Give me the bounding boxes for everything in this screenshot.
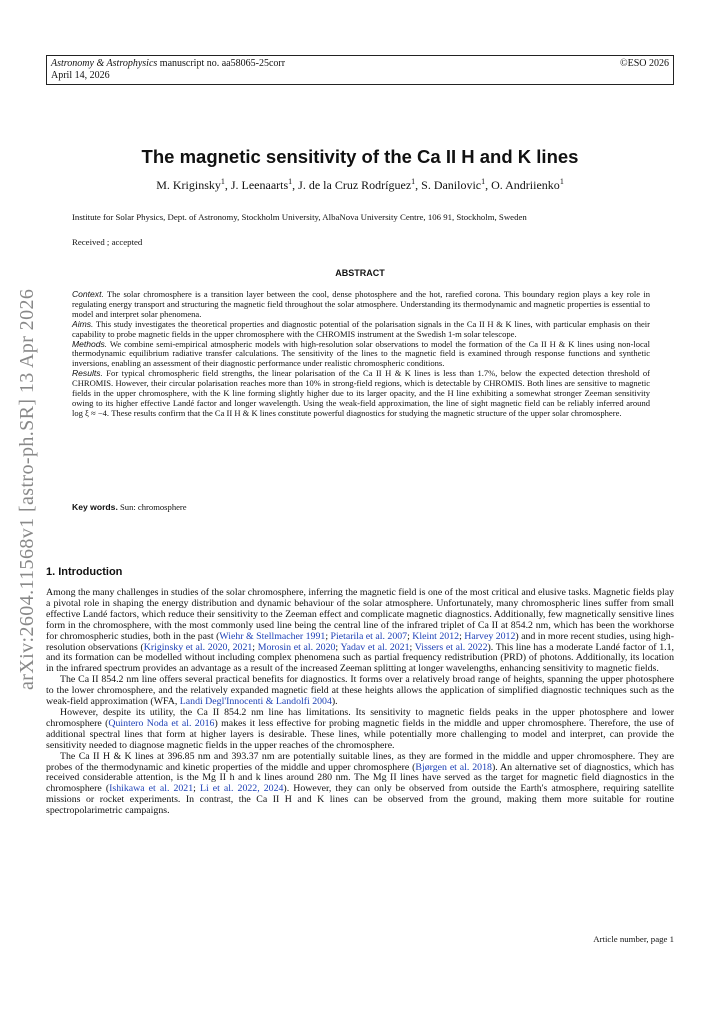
journal-name: Astronomy & Astrophysics <box>51 58 158 69</box>
citation-link[interactable]: Li et al. 2022, 2024 <box>199 783 284 795</box>
abstract-context: Context. The solar chromosphere is a transition layer between the cool, dense photosphere and the hot, rarefied corona. This boundary region plays a key role in regulating energy transport and structuring the magnetic field throughout the solar atmosphere. Understanding its thermodynamic and magnetic properties is essential to model and interpret solar phenomena. <box>72 289 650 319</box>
journal-line <box>51 58 669 70</box>
citation-link[interactable]: Vissers et al. 2022 <box>414 641 488 653</box>
section-heading: 1. Introduction <box>46 566 123 578</box>
copyright: ©ESO 2026 <box>620 58 669 69</box>
paragraph: The Ca II H & K lines at 396.85 nm and 393.37 nm are potentially suitable lines, as they are formed in the middle and upper chromosphere. They are probes of the thermodynamic and kinetic properties of the middle and upper chromosphere (Bjørgen et al. 2018). An alternative set of diagnostics, which has received considerable attention, is the Mg II h and k lines around 280 nm. The Mg II lines have served as the target for magnetic field diagnostics in the chromosphere (Ishikawa et al. 2021; Li et al. 2022, 2024). However, they can only be observed from outside the Earth's atmosphere, requiring satellite missions or rocket experiments. In contrast, the Ca II H and K lines can be observed from the ground, making them more suitable for routine spectropolarimetric campaigns. <box>46 750 674 817</box>
author: J. de la Cruz Rodríguez$^1$ <box>298 177 416 192</box>
abstract-aims: Aims. This study investigates the theoretical properties and diagnostic potential of the polarisation signals in the Ca II H & K lines, with particular emphasis on their capability to probe magnetic fields in the upper chromosphere with the CHROMIS instrument at the Swedish 1-m solar telescope. <box>72 318 650 339</box>
author: S. Danilovic$^1$ <box>421 177 486 192</box>
citation-link[interactable]: Quintero Noda et al. 2016 <box>108 717 215 729</box>
abstract-results: Results. For typical chromospheric field strengths, the linear polarisation of the Ca II H & K lines is less than 1.7%, below the expected detection threshold of CHROMIS. However, their circular polarisation reaches more than 10% in strong-field regions, which is detectable by CHROMIS. Both lines are sensitive to magnetic fields in the upper chromosphere, with the K line forming slightly higher due to its larger opacity, and the H line exhibiting a somewhat stronger Zeeman sensitivity owing to its higher effective Landé factor and longer wavelength. Using the weak-field approximation, the line of sight magnetic field can be reliably inferred around log ξ ≈ −4. These results confirm that the Ca II H & K lines constitute powerful diagnostics for studying the magnetic structure of the upper solar chromosphere. <box>72 368 650 418</box>
citation-link[interactable]: Landi Degl'Innocenti & Landolfi 2004 <box>179 696 332 708</box>
page-footer: Article number, page 1 <box>593 934 674 944</box>
affiliation: Institute for Solar Physics, Dept. of Astronomy, Stockholm University, AlbaNova University Centre, 106 91, Stockholm, Sweden <box>72 212 527 222</box>
arxiv-stamp: arXiv:2604.11568v1 [astro-ph.SR] 13 Apr 2026 <box>16 288 38 690</box>
citation-link[interactable]: Harvey 2012 <box>464 630 516 642</box>
citation-link[interactable]: Ishikawa et al. 2021 <box>109 783 194 795</box>
manuscript-header <box>46 55 674 85</box>
abstract-methods: Methods. We combine semi-empirical atmospheric models with high-resolution solar observations to model the formation of the Ca II H & K lines using non-local thermodynamic equilibrium radiative transfer calculations. The sensitivity of the lines to the magnetic field is examined through response functions and synthetic inversions, enabling an assessment of their diagnostic performance under realistic chromospheric conditions. <box>72 338 650 369</box>
citation-link[interactable]: Bjørgen et al. 2018 <box>415 761 492 773</box>
author: M. Kriginsky$^1$ <box>156 177 225 192</box>
citation-link[interactable]: Wiehr & Stellmacher 1991 <box>219 630 326 642</box>
received-line: Received ; accepted <box>72 237 143 247</box>
keywords: Key words. Sun: chromosphere <box>72 502 187 512</box>
author-list: M. Kriginsky$^1$, J. Leenaarts$^1$, J. de la Cruz Rodríguez$^1$, S. Danilovic$^1$, O. Andriienko$^1$ <box>156 177 564 192</box>
abstract <box>72 290 650 419</box>
paragraph: The Ca II 854.2 nm line offers several practical benefits for diagnostics. It forms over a relatively broad range of heights, spanning the upper photosphere to the lower chromosphere, and the relatively expanded magnetic field at these heights allows the application of simplified diagnostic techniques such as the weak-field approximation (WFA, Landi Degl'Innocenti & Landolfi 2004). <box>46 674 674 708</box>
body-text <box>46 588 674 817</box>
manuscript-number: manuscript no. aa58065-25corr <box>157 58 286 69</box>
author: J. Leenaarts$^1$ <box>230 177 293 192</box>
paragraph: Among the many challenges in studies of the solar chromosphere, inferring the magnetic field is one of the most critical and elusive tasks. Magnetic fields play a pivotal role in shaping the energy distribution and dynamic behaviour of the solar atmosphere. Unfortunately, many chromospheric lines suffer from small effective Landé factors, which reduce their sensitivity to the Zeeman effect and complicate magnetic diagnostics. Additionally, few magnetically sensitive lines form in the chromosphere, with the most commonly used line being the central line of the infrared triplet of Ca II at 854.2 nm, which has been the workhorse for chromospheric studies, both in the past (Wiehr & Stellmacher 1991; Pietarila et al. 2007; Kleint 2012; Harvey 2012) and in more recent studies, using high-resolution observations (Kriginsky et al. 2020, 2021; Morosin et al. 2020; Yadav et al. 2021; Vissers et al. 2022). This line has a moderate Landé factor of 1.1, and its formation can be modelled without including complex phenomena such as partial frequency redistribution (PRD) of photons. Additionally, its location in the infrared spectrum provides an advantage as a result of the increased Zeeman splitting at longer wavelengths, enhancing sensitivity to magnetic fields. <box>46 587 674 675</box>
citation-link[interactable]: Yadav et al. 2021 <box>340 641 410 653</box>
citation-link[interactable]: Kriginsky et al. 2020, 2021 <box>143 641 253 653</box>
paragraph: However, despite its utility, the Ca II 854.2 nm line has limitations. Its sensitivity to magnetic fields peaks in the upper photosphere and lower chromosphere (Quintero Noda et al. 2016) makes it less effective for probing magnetic fields in the middle and upper chromosphere. Therefore, the use of additional spectral lines that form at higher layers is desirable. These lines, while potentially more challenging to model and interpret, can provide the sensitivity needed to diagnose magnetic fields in the upper reaches of the chromosphere. <box>46 706 675 751</box>
citation-link[interactable]: Kleint 2012 <box>412 630 460 642</box>
citation-link[interactable]: Pietarila et al. 2007 <box>330 630 408 642</box>
manuscript-date: April 14, 2026 <box>51 70 110 81</box>
paper-title: The magnetic sensitivity of the Ca II H and K lines <box>141 146 579 167</box>
author: O. Andriienko$^1$ <box>491 177 564 192</box>
citation-link[interactable]: Morosin et al. 2020 <box>257 641 336 653</box>
abstract-heading: ABSTRACT <box>335 268 385 278</box>
